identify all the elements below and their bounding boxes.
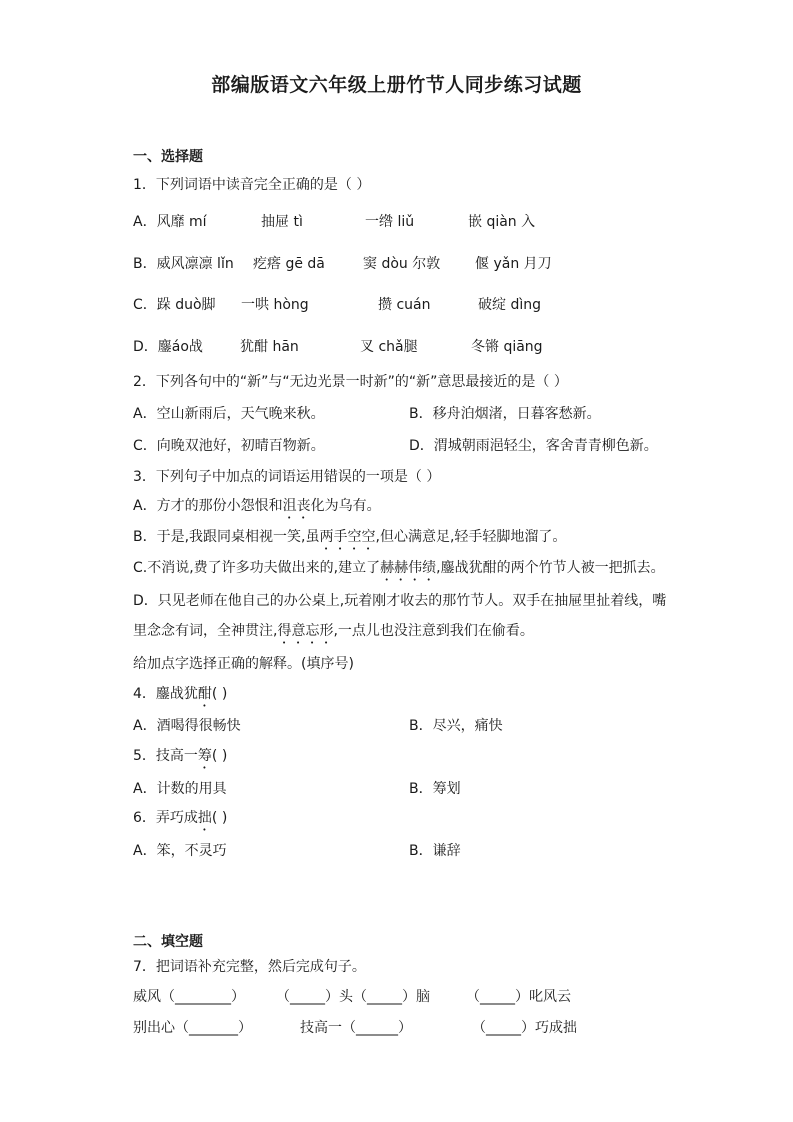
section-heading-choice: 一、选择题: [133, 149, 203, 165]
q3-c-dotted-word: 赫赫伟绩: [380, 560, 437, 576]
q1-option-a-1: A．风靡 mí: [133, 214, 207, 230]
q3-option-c: C.不消说,费了许多功夫做出来的,建立了赫赫伟绩,鏖战犹酣的两个竹节人被一把抓去。: [133, 560, 665, 576]
q6-option-a: A．笨，不灵巧: [133, 843, 227, 859]
q5-stem: 5．技高一筹( ): [133, 748, 228, 764]
q2-option-a: A．空山新雨后，天气晚来秋。: [133, 406, 325, 422]
q7-row2-item2: 技高一（______）: [300, 1020, 412, 1036]
q3-a-dotted-word: 沮丧: [282, 498, 311, 514]
q1-option-c-1: C．跺 duò脚: [133, 297, 216, 313]
q4-dotted-char: 酣: [197, 686, 212, 702]
q5-option-b: B．筹划: [409, 781, 461, 797]
q4-option-a: A．酒喝得很畅快: [133, 718, 241, 734]
q5-option-a: A．计数的用具: [133, 781, 227, 797]
q1-option-a-2: 抽屉 tì: [261, 214, 303, 230]
q1-option-c-3: 攒 cuán: [378, 297, 431, 313]
q2-option-c: C．向晚双池好，初晴百物新。: [133, 438, 325, 454]
q7-row1-item3: （_____）叱风云: [466, 989, 571, 1005]
q1-option-a-4: 嵌 qiàn 入: [468, 214, 536, 230]
q1-option-a-3: 一绺 liǔ: [365, 214, 415, 230]
q3-option-b: B．于是,我跟同桌相视一笑,虽两手空空,但心满意足,轻手轻脚地溜了。: [133, 529, 567, 545]
q1-option-b-4: 偃 yǎn 月刀: [475, 256, 552, 272]
q6-dotted-char: 拙: [197, 810, 212, 826]
q2-option-d: D．渭城朝雨浥轻尘，客舍青青柳色新。: [409, 438, 658, 454]
q7-row1-item2: （_____）头（_____）脑: [276, 989, 430, 1005]
q1-option-d-2: 犹酣 hān: [240, 339, 299, 355]
q2-option-b: B．移舟泊烟渚，日暮客愁新。: [409, 406, 601, 422]
q1-option-c-4: 破绽 dìng: [478, 297, 541, 313]
q4-option-b: B．尽兴，痛快: [409, 718, 503, 734]
q1-option-b-3: 窦 dòu 尔敦: [363, 256, 441, 272]
q1-option-c-2: 一哄 hòng: [241, 297, 309, 313]
q1-option-d-3: 叉 chǎ腿: [360, 339, 418, 355]
q7-row2-item1: 别出心（_______）: [133, 1020, 252, 1036]
q3-option-d-line1: D．只见老师在他自己的办公桌上,玩着刚才收去的那竹节人。双手在抽屉里扯着线，嘴: [133, 593, 667, 609]
section-heading-fill: 二、填空题: [133, 934, 203, 950]
q7-stem: 7．把词语补充完整，然后完成句子。: [133, 959, 366, 975]
q3-stem: 3．下列句子中加点的词语运用错误的一项是（ ）: [133, 469, 441, 485]
q1-option-d-4: 冬锵 qiāng: [471, 339, 543, 355]
q2-stem: 2．下列各句中的“新”与“无边光景一时新”的“新”意思最接近的是（ ）: [133, 374, 568, 390]
q1-option-d-1: D．鏖áo战: [133, 339, 203, 355]
q4-stem: 4．鏖战犹酣( ): [133, 686, 228, 702]
q6-stem: 6．弄巧成拙( ): [133, 810, 228, 826]
q3-d-dotted-word: 得意忘形: [277, 623, 334, 639]
q7-row2-item3: （_____）巧成拙: [472, 1020, 577, 1036]
q1-option-b-1: B．威风凛凛 lǐn: [133, 256, 234, 272]
q6-option-b: B．谦辞: [409, 843, 461, 859]
page-title: 部编版语文六年级上册竹节人同步练习试题: [211, 74, 582, 96]
q3-b-dotted-word: 两手空空: [319, 529, 376, 545]
q7-row1-item1: 威风（________）: [133, 989, 245, 1005]
q5-dotted-char: 筹: [197, 748, 212, 764]
q3-option-a: A．方才的那份小怨恨和沮丧化为乌有。: [133, 498, 381, 514]
q1-option-b-2: 疙瘩 gē dā: [253, 256, 325, 272]
q3-option-d-line2: 里念念有词，全神贯注,得意忘形,一点儿也没注意到我们在偷看。: [133, 623, 534, 639]
instruction-text: 给加点字选择正确的解释。(填序号): [133, 656, 354, 672]
q1-stem: 1．下列词语中读音完全正确的是（ ）: [133, 177, 371, 193]
